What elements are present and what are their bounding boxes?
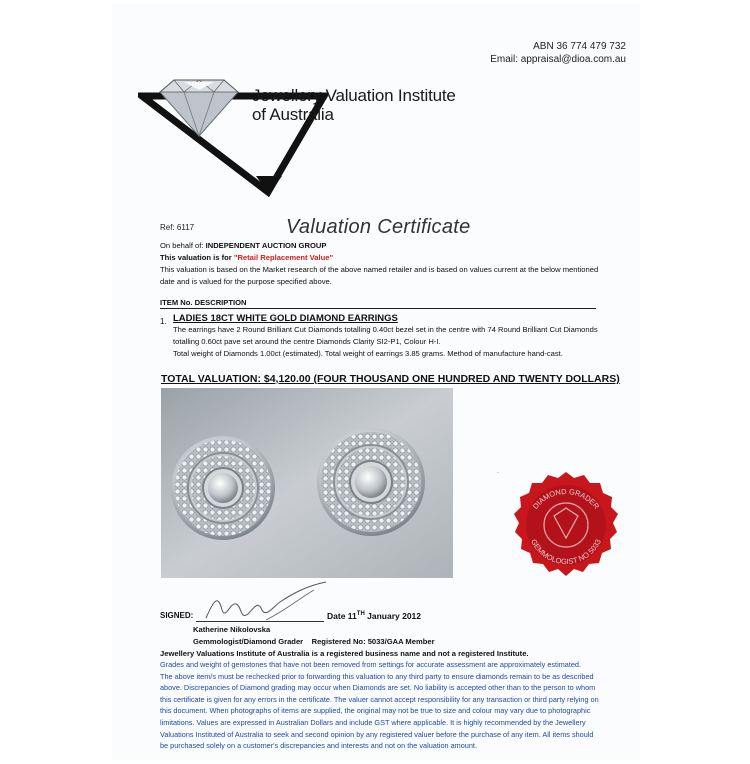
on-behalf-line: On behalf of: INDEPENDENT AUCTION GROUP (160, 241, 327, 250)
total-valuation: TOTAL VALUATION: $4,120.00 (FOUR THOUSAND ONE HUNDRED AND TWENTY DOLLARS) (161, 373, 620, 385)
wax-seal-icon (508, 468, 624, 584)
contact-email: Email: appraisal@dioa.com.au (490, 54, 626, 65)
handwritten-signature-icon (196, 580, 336, 626)
certificate-title: Valuation Certificate (286, 216, 471, 238)
valuation-basis: This valuation is based on the Market research of the above named retailer and is based on values current at the below mentioned date and is valued for the purpose specified above. (160, 265, 599, 286)
margin-mark: . (497, 466, 500, 475)
valuation-purpose-line: This valuation is for "Retail Replacement Value" (160, 253, 334, 262)
item-number: 1. (160, 317, 167, 326)
item-description: The earrings have 2 Round Brilliant Cut Diamonds totalling 0.40ct bezel set in the centre with 74 Round Brilliant Cut Diamonds totalling 0.60ct pave set around the centre Diamonds Clarity SI2-P1, Colour H-I. Total weight of Diamonds 1.00ct (estimated). Total weight of earrings 3.85 grams. Method of manufacture hand-cast. (173, 325, 598, 358)
disclaimer: Grades and weight of gemstones that have not been removed from settings for accurate assessment are approximately estimated. The above item/s must be rechecked prior to forwarding this valuation to any third party to ensure diamonds remain to be as described above. Discrepancies of Diamond grading may occur when Diamonds are set. No liability is accepted other than to the person to whom this certificate is given for any errors in the certificate. The valuer cannot accept responsibility for any transaction or third party relying on this document. When photographs of items are supplied, the original may not be true to size and colour may vary due to photographic limitations. Values are expressed in Australian Dollars and include GST where applicable. It is highly recommended by the Jewellery Valuations Instituted of Australia to seek and second opinion by any registered valuer before the purchase of any item. All items should be purchased solely on a customer's discrepancies and interests and not on the valuation amount. (160, 660, 599, 751)
reference-number: Ref: 6117 (160, 223, 195, 232)
item-title: LADIES 18CT WHITE GOLD DIAMOND EARRINGS (173, 313, 398, 324)
item-column-header: ITEM No. DESCRIPTION (160, 298, 596, 309)
institute-name: Jewellery Valuation Institute of Australia (252, 86, 456, 124)
earrings-photo (161, 388, 453, 578)
signature-date: Date 11TH January 2012 (327, 611, 422, 621)
diamond-logo-icon (138, 52, 328, 197)
signed-label: SIGNED: (160, 611, 194, 620)
contact-block (490, 40, 626, 66)
seal-text-bottom: GEMMOLOGIST NO 5033 (529, 537, 603, 567)
signer-role: Gemmologist/Diamond Grader Registered No: 5033/GAA Member (193, 637, 435, 646)
abn-number: ABN 36 774 479 732 (533, 41, 626, 52)
registered-business-note: Jewellery Valuations Institute of Australia is a registered business name and not a registered Institute. (160, 649, 529, 658)
signer-name: Katherine Nikolovska (193, 625, 271, 634)
signature-line (196, 621, 324, 622)
seal-text-top: DIAMOND GRADER (530, 486, 602, 511)
